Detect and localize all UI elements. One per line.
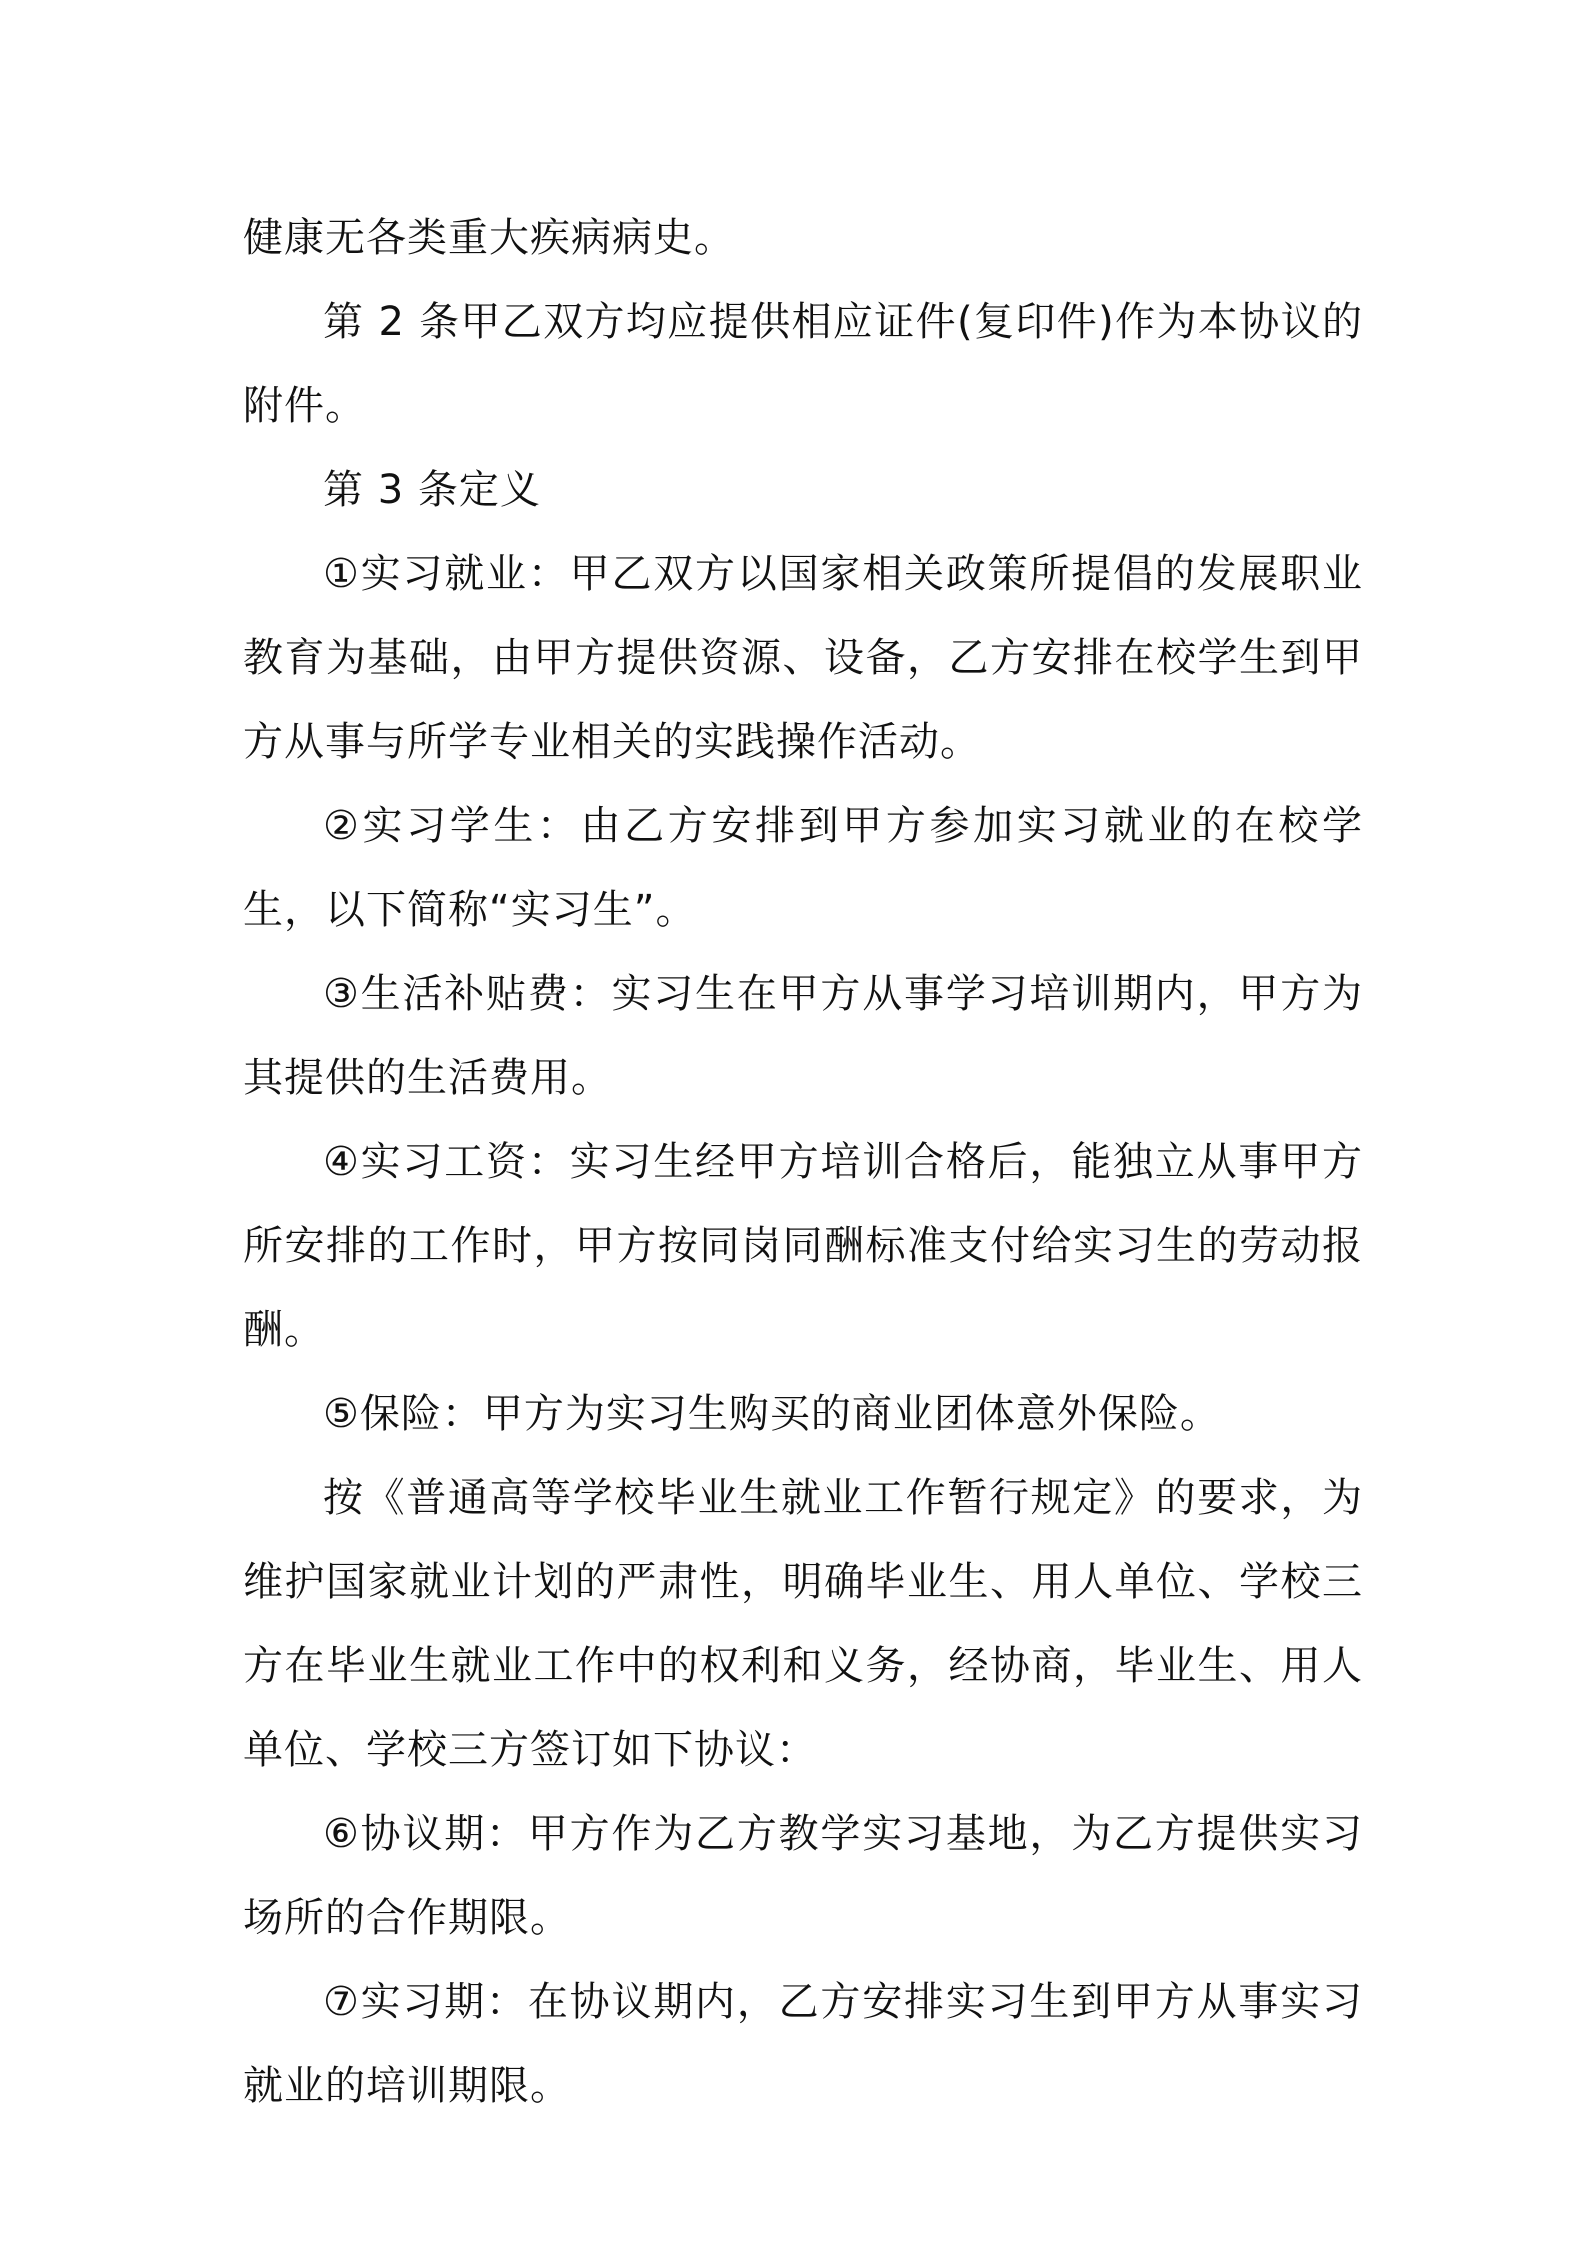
paragraph-regulation-reference: 按《普通高等学校毕业生就业工作暂行规定》的要求，为维护国家就业计划的严肃性，明确毕业生、用人单位、学校三方在毕业生就业工作中的权利和义务，经协商，毕业生、用人单位、学校三方签订如下协议： [243, 1475, 1363, 1773]
paragraph-definition-5: ⑤保险：甲方为实习生购买的商业团体意外保险。 [323, 1391, 1221, 1437]
paragraph-health-history: 健康无各类重大疾病病史。 [243, 215, 735, 261]
document-body [243, 196, 1363, 2128]
paragraph-article-3-heading: 第 3 条定义 [323, 467, 541, 513]
paragraph-definition-2: ②实习学生：由乙方安排到甲方参加实习就业的在校学生，以下简称“实习生”。 [243, 803, 1363, 933]
paragraph-definition-7: ⑦实习期：在协议期内，乙方安排实习生到甲方从事实习就业的培训期限。 [243, 1979, 1363, 2109]
paragraph-definition-1: ①实习就业：甲乙双方以国家相关政策所提倡的发展职业教育为基础，由甲方提供资源、设备，乙方安排在校学生到甲方从事与所学专业相关的实践操作活动。 [243, 551, 1363, 765]
paragraph-definition-4: ④实习工资：实习生经甲方培训合格后，能独立从事甲方所安排的工作时，甲方按同岗同酬标准支付给实习生的劳动报酬。 [243, 1139, 1363, 1353]
paragraph-definition-3: ③生活补贴费：实习生在甲方从事学习培训期内，甲方为其提供的生活费用。 [243, 971, 1363, 1101]
paragraph-article-2: 第 2 条甲乙双方均应提供相应证件(复印件)作为本协议的附件。 [243, 299, 1363, 429]
paragraph-definition-6: ⑥协议期：甲方作为乙方教学实习基地，为乙方提供实习场所的合作期限。 [243, 1811, 1363, 1941]
